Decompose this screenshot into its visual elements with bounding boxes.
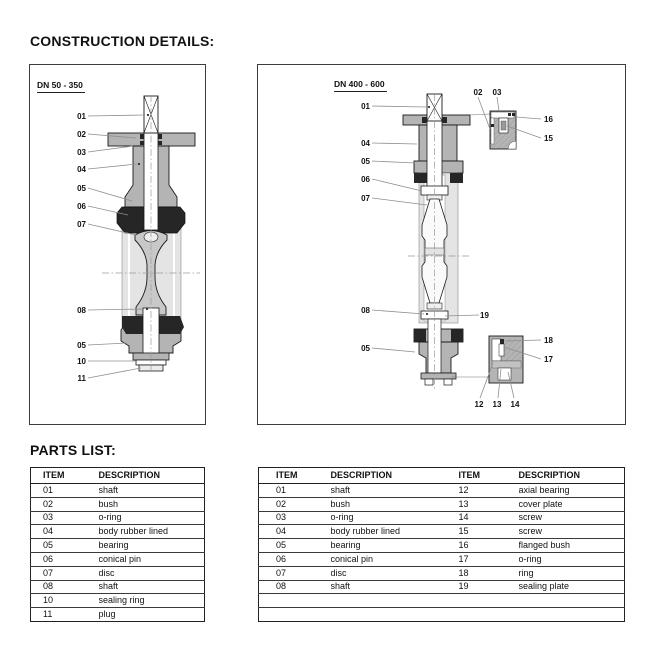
table-cell: 12 [459,484,519,498]
table-row [259,608,625,622]
table-cell: shaft [331,484,459,498]
table-cell: plug [98,609,116,620]
header-row [31,468,205,484]
table-cell: bearing [331,539,459,553]
table-row [31,525,205,539]
callout-01: 01 [77,112,86,121]
table-cell: body rubber lined [331,525,459,539]
callout-08: 08 [77,306,86,315]
table-row [31,552,205,566]
column-header: ITEM [459,468,519,484]
table-cell: 04 [31,525,99,539]
table-cell: 08 [31,580,99,594]
table-cell: 02 [259,497,331,511]
column-header: DESCRIPTION [519,468,625,484]
table-cell: flanged bush [519,539,625,553]
table-cell: shaft [331,580,459,594]
table-cell: screw [519,525,625,539]
callout-05b: 05 [77,341,86,350]
detail-inset-bottom [452,336,523,383]
callout-08: 08 [361,306,370,315]
table-cell: 03 [259,511,331,525]
callout-02: 02 [77,130,86,139]
foot-left [425,379,433,385]
table-row [259,594,625,608]
lower-seal-left [414,329,426,342]
column-header: ITEM [259,468,331,484]
callout-12: 12 [474,400,484,409]
table-row [259,580,625,594]
table-cell: 15 [459,525,519,539]
seal-cap-right [450,173,463,183]
table-cell: conical pin [331,552,459,566]
diagram-caption-dn400-600: DN 400 - 600 [334,79,387,92]
table-row [259,484,625,498]
table-row [31,511,205,525]
table-row [31,497,205,511]
table-cell: 05 [259,539,331,553]
valve-section-dn50-350 [30,65,205,424]
table-cell: o-ring [519,552,625,566]
seal-cap-left [414,173,427,183]
bottom-seal-right [159,316,184,334]
bottom-seal-left [122,316,143,334]
table-cell: bush [331,497,459,511]
table-cell: 17 [459,552,519,566]
callout-15: 15 [544,134,553,143]
table-cell: bearing [99,539,205,553]
callout-07: 07 [361,194,370,203]
table-cell [459,608,519,622]
table-cell: 11 [43,609,53,620]
table-row [31,594,205,608]
diagram-caption-dn50-350: DN 50 - 350 [37,80,85,93]
callout-18: 18 [544,336,553,345]
table-cell [331,594,459,608]
callout-04: 04 [361,139,370,148]
table-cell: 14 [459,511,519,525]
table-cell: body rubber lined [99,525,205,539]
table-cell: 01 [31,484,99,498]
table-row [31,608,205,622]
table-row [31,566,205,580]
table-cell: bush [99,497,205,511]
callout-03: 03 [77,148,86,157]
table-cell: 08 [259,580,331,594]
callout-labels [77,112,86,383]
table-cell: 18 [459,566,519,580]
table-cell: shaft [99,580,205,594]
table-cell: axial bearing [519,484,625,498]
parts-table-dn400-600 [258,467,625,622]
diagram-box-dn400-600 [257,64,626,425]
table-cell: 07 [31,566,99,580]
foot-right [444,379,452,385]
callout-13: 13 [492,400,502,409]
table-cell: 02 [31,497,99,511]
table-cell: sealing plate [519,580,625,594]
table-cell: o-ring [331,511,459,525]
callout-05: 05 [361,157,370,166]
table-row [259,511,625,525]
diagram-box-dn50-350 [29,64,206,425]
valve-section-dn400-600 [258,65,625,424]
callout-05: 05 [77,184,86,193]
table-cell: o-ring [99,511,205,525]
table-cell: 05 [31,539,99,553]
table-cell: disc [331,566,459,580]
callout-14: 14 [510,400,520,409]
table-row [259,566,625,580]
bottom-plate [421,373,456,379]
table-cell: 06 [31,552,99,566]
table-cell: 16 [459,539,519,553]
table-cell: cover plate [519,497,625,511]
table-cell: sealing ring [99,594,205,608]
callout-01: 01 [361,102,370,111]
table-cell [331,608,459,622]
lower-seal-right [451,329,463,342]
table-cell: 07 [259,566,331,580]
callout-02: 02 [473,88,483,97]
header-row [259,468,625,484]
table-cell [259,594,331,608]
construction-details-title: CONSTRUCTION DETAILS: [30,33,215,49]
table-cell: ring [519,566,625,580]
table-cell: disc [99,566,205,580]
callout-07: 07 [77,220,86,229]
table-cell: 10 [31,594,99,608]
detail-inset-top [470,111,516,149]
table-cell: 19 [459,580,519,594]
table-row [259,552,625,566]
table-row [31,539,205,553]
table-cell [519,594,625,608]
callout-03: 03 [492,88,502,97]
table-cell: 04 [259,525,331,539]
table-row [31,484,205,498]
table-cell: 13 [459,497,519,511]
callout-10: 10 [77,357,86,366]
table-cell: shaft [99,484,205,498]
table-cell [459,594,519,608]
table-row [31,580,205,594]
callout-06: 06 [77,202,86,211]
column-header: DESCRIPTION [99,468,205,484]
column-header: ITEM [31,468,99,484]
callout-11: 11 [77,374,86,383]
callout-04: 04 [77,165,86,174]
column-header: DESCRIPTION [331,468,459,484]
callout-05b: 05 [361,344,370,353]
callout-17: 17 [544,355,553,364]
callout-19: 19 [480,311,489,320]
table-cell: screw [519,511,625,525]
table-cell: conical pin [99,552,205,566]
table-cell: 06 [259,552,331,566]
table-row [259,539,625,553]
table-cell [259,608,331,622]
table-cell [519,608,625,622]
callout-16: 16 [544,115,553,124]
parts-list-title: PARTS LIST: [30,442,116,458]
callout-06: 06 [361,175,370,184]
table-cell: 03 [31,511,99,525]
parts-table-dn50-350 [30,467,205,622]
table-row [259,525,625,539]
table-cell: 01 [259,484,331,498]
table-row [259,497,625,511]
